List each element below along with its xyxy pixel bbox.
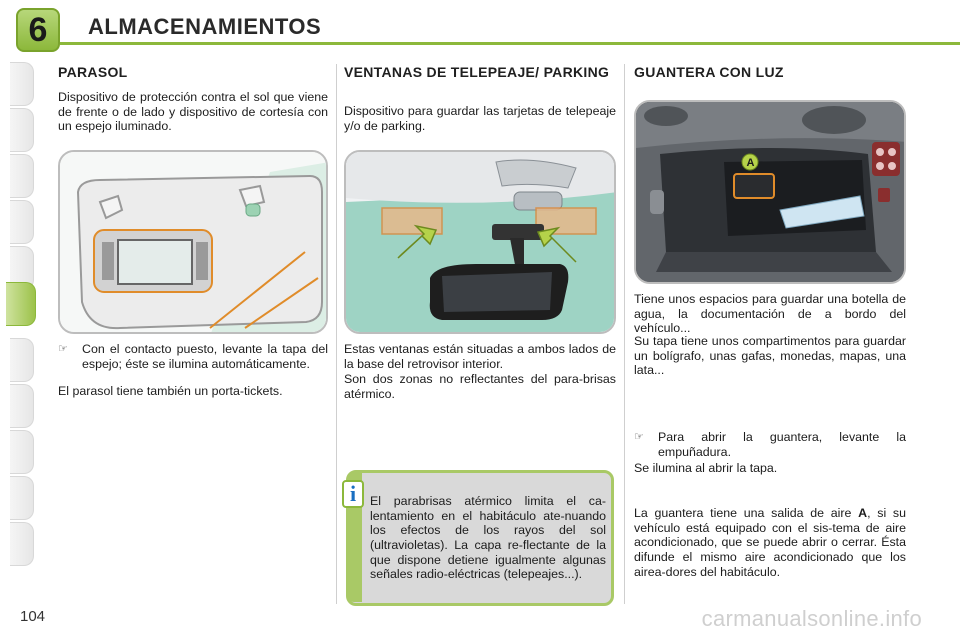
parasol-bullet-text: Con el contacto puesto, levante la tapa del espejo; éste se ilumina automáticamente. <box>82 342 328 371</box>
hand-pointer-icon: ☞ <box>58 343 68 355</box>
chapter-tab[interactable] <box>10 430 34 474</box>
guantera-air-outlet-text: La guantera tiene una salida de aire A, si su vehículo está equipado con el sis-tema de aire acondicionado, que se puede abrir o cerrar. Ésta difunde el mismo aire acondicionado que los airea-dores del habitáculo. <box>634 506 906 579</box>
chapter-number: 6 <box>28 11 48 49</box>
glovebox-illustration <box>634 100 906 284</box>
ventanas-intro: Dispositivo para guardar las tarjetas de telepeaje y/o de parking. <box>344 104 616 133</box>
header-rule <box>60 42 960 45</box>
info-note-text: El parabrisas atérmico limita el ca-lentamiento en el habitáculo ate-nuando los efectos de los rayos del sol (ultravioletas). La capa re-flectante de la que dispone detiene igualmente algunas señales radio-eléctricas (telepeajes...). <box>370 494 606 582</box>
column-divider <box>336 64 337 604</box>
chapter-tab[interactable] <box>10 154 34 198</box>
sun-visor-illustration <box>58 150 328 334</box>
parasol-intro: Dispositivo de protección contra el sol que viene de frente o de lado y dispositivo de cortesía con un espejo iluminado. <box>58 90 328 134</box>
page-number: 104 <box>20 608 46 625</box>
chapter-tab[interactable] <box>10 522 34 566</box>
column-divider <box>624 64 625 604</box>
chapter-tab[interactable] <box>10 62 34 106</box>
page-title: ALMACENAMIENTOS <box>88 14 322 39</box>
section-heading-parasol: PARASOL <box>58 64 128 80</box>
parasol-note: El parasol tiene también un porta-tickets. <box>58 384 283 398</box>
guantera-text-1: Tiene unos espacios para guardar una botella de agua, la documentación de a bordo del vehículo... <box>634 292 906 336</box>
parasol-bullet <box>58 342 328 371</box>
ventanas-text-1: Estas ventanas están situadas a ambos lados de la base del retrovisor interior. <box>344 342 616 371</box>
section-heading-guantera: GUANTERA CON LUZ <box>634 64 784 80</box>
chapter-tab[interactable] <box>10 108 34 152</box>
chapter-tab[interactable] <box>10 200 34 244</box>
page-header <box>0 0 960 56</box>
ventanas-text-2: Son dos zonas no reflectantes del para-brisas atérmico. <box>344 372 616 401</box>
hand-pointer-icon: ☞ <box>634 431 644 443</box>
guantera-bullet-text: Para abrir la guantera, levante la empuñadura. <box>658 430 906 459</box>
info-icon: i <box>342 480 364 508</box>
air-outlet-label: A <box>858 506 868 520</box>
section-heading-ventanas: VENTANAS DE TELEPEAJE/ PARKING <box>344 64 610 80</box>
guantera-bullet <box>634 430 906 459</box>
guantera-text-2: Su tapa tiene unos compartimentos para guardar un bolígrafo, unas gafas, monedas, mapas, una lata... <box>634 334 906 378</box>
guantera-note: Se ilumina al abrir la tapa. <box>634 461 778 475</box>
chapter-tab[interactable] <box>10 476 34 520</box>
chapter-tab[interactable] <box>10 384 34 428</box>
rearview-mirror-illustration <box>344 150 616 334</box>
svg-text:A: A <box>746 157 755 169</box>
watermark: carmanualsonline.info <box>701 606 922 631</box>
chapter-tab[interactable] <box>10 338 34 382</box>
chapter-tab-active[interactable] <box>6 282 36 326</box>
chapter-tab-rail <box>0 62 36 578</box>
chapter-badge <box>16 8 60 52</box>
